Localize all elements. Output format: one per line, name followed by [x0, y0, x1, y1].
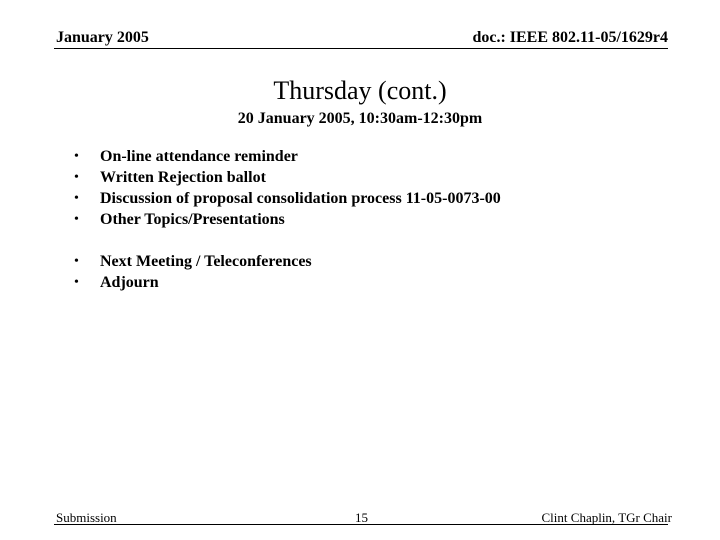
list-item-text: Other Topics/Presentations: [100, 211, 285, 228]
slide-title: Thursday (cont.): [273, 76, 447, 105]
agenda-list-1: [74, 146, 501, 230]
list-item-text: Adjourn: [100, 274, 159, 291]
list-item: [74, 146, 501, 167]
slide-subtitle: 20 January 2005, 10:30am-12:30pm: [237, 110, 483, 127]
list-item: [74, 188, 501, 209]
agenda-list-2: [74, 251, 312, 293]
footer-page-number: 15: [355, 510, 368, 525]
list-item: [74, 209, 501, 230]
list-item: [74, 251, 312, 272]
list-item-text: Written Rejection ballot: [100, 169, 266, 186]
list-item: [74, 167, 501, 188]
footer-submission: Submission: [56, 510, 117, 525]
list-item-text: Discussion of proposal consolidation process 11-05-0073-00: [100, 190, 501, 207]
footer-author: Clint Chaplin, TGr Chair: [541, 510, 672, 525]
bullet-icon: •: [74, 170, 79, 185]
header-doc-id: doc.: IEEE 802.11-05/1629r4: [472, 29, 668, 46]
footer-divider: [54, 524, 668, 525]
bullet-icon: •: [74, 149, 79, 164]
list-item-text: On-line attendance reminder: [100, 148, 298, 165]
bullet-icon: •: [74, 191, 79, 206]
bullet-icon: •: [74, 254, 79, 269]
header-date: January 2005: [56, 29, 149, 46]
list-item-text: Next Meeting / Teleconferences: [100, 253, 312, 270]
header-divider: [54, 48, 668, 49]
bullet-icon: •: [74, 212, 79, 227]
list-item: [74, 272, 312, 293]
bullet-icon: •: [74, 275, 79, 290]
